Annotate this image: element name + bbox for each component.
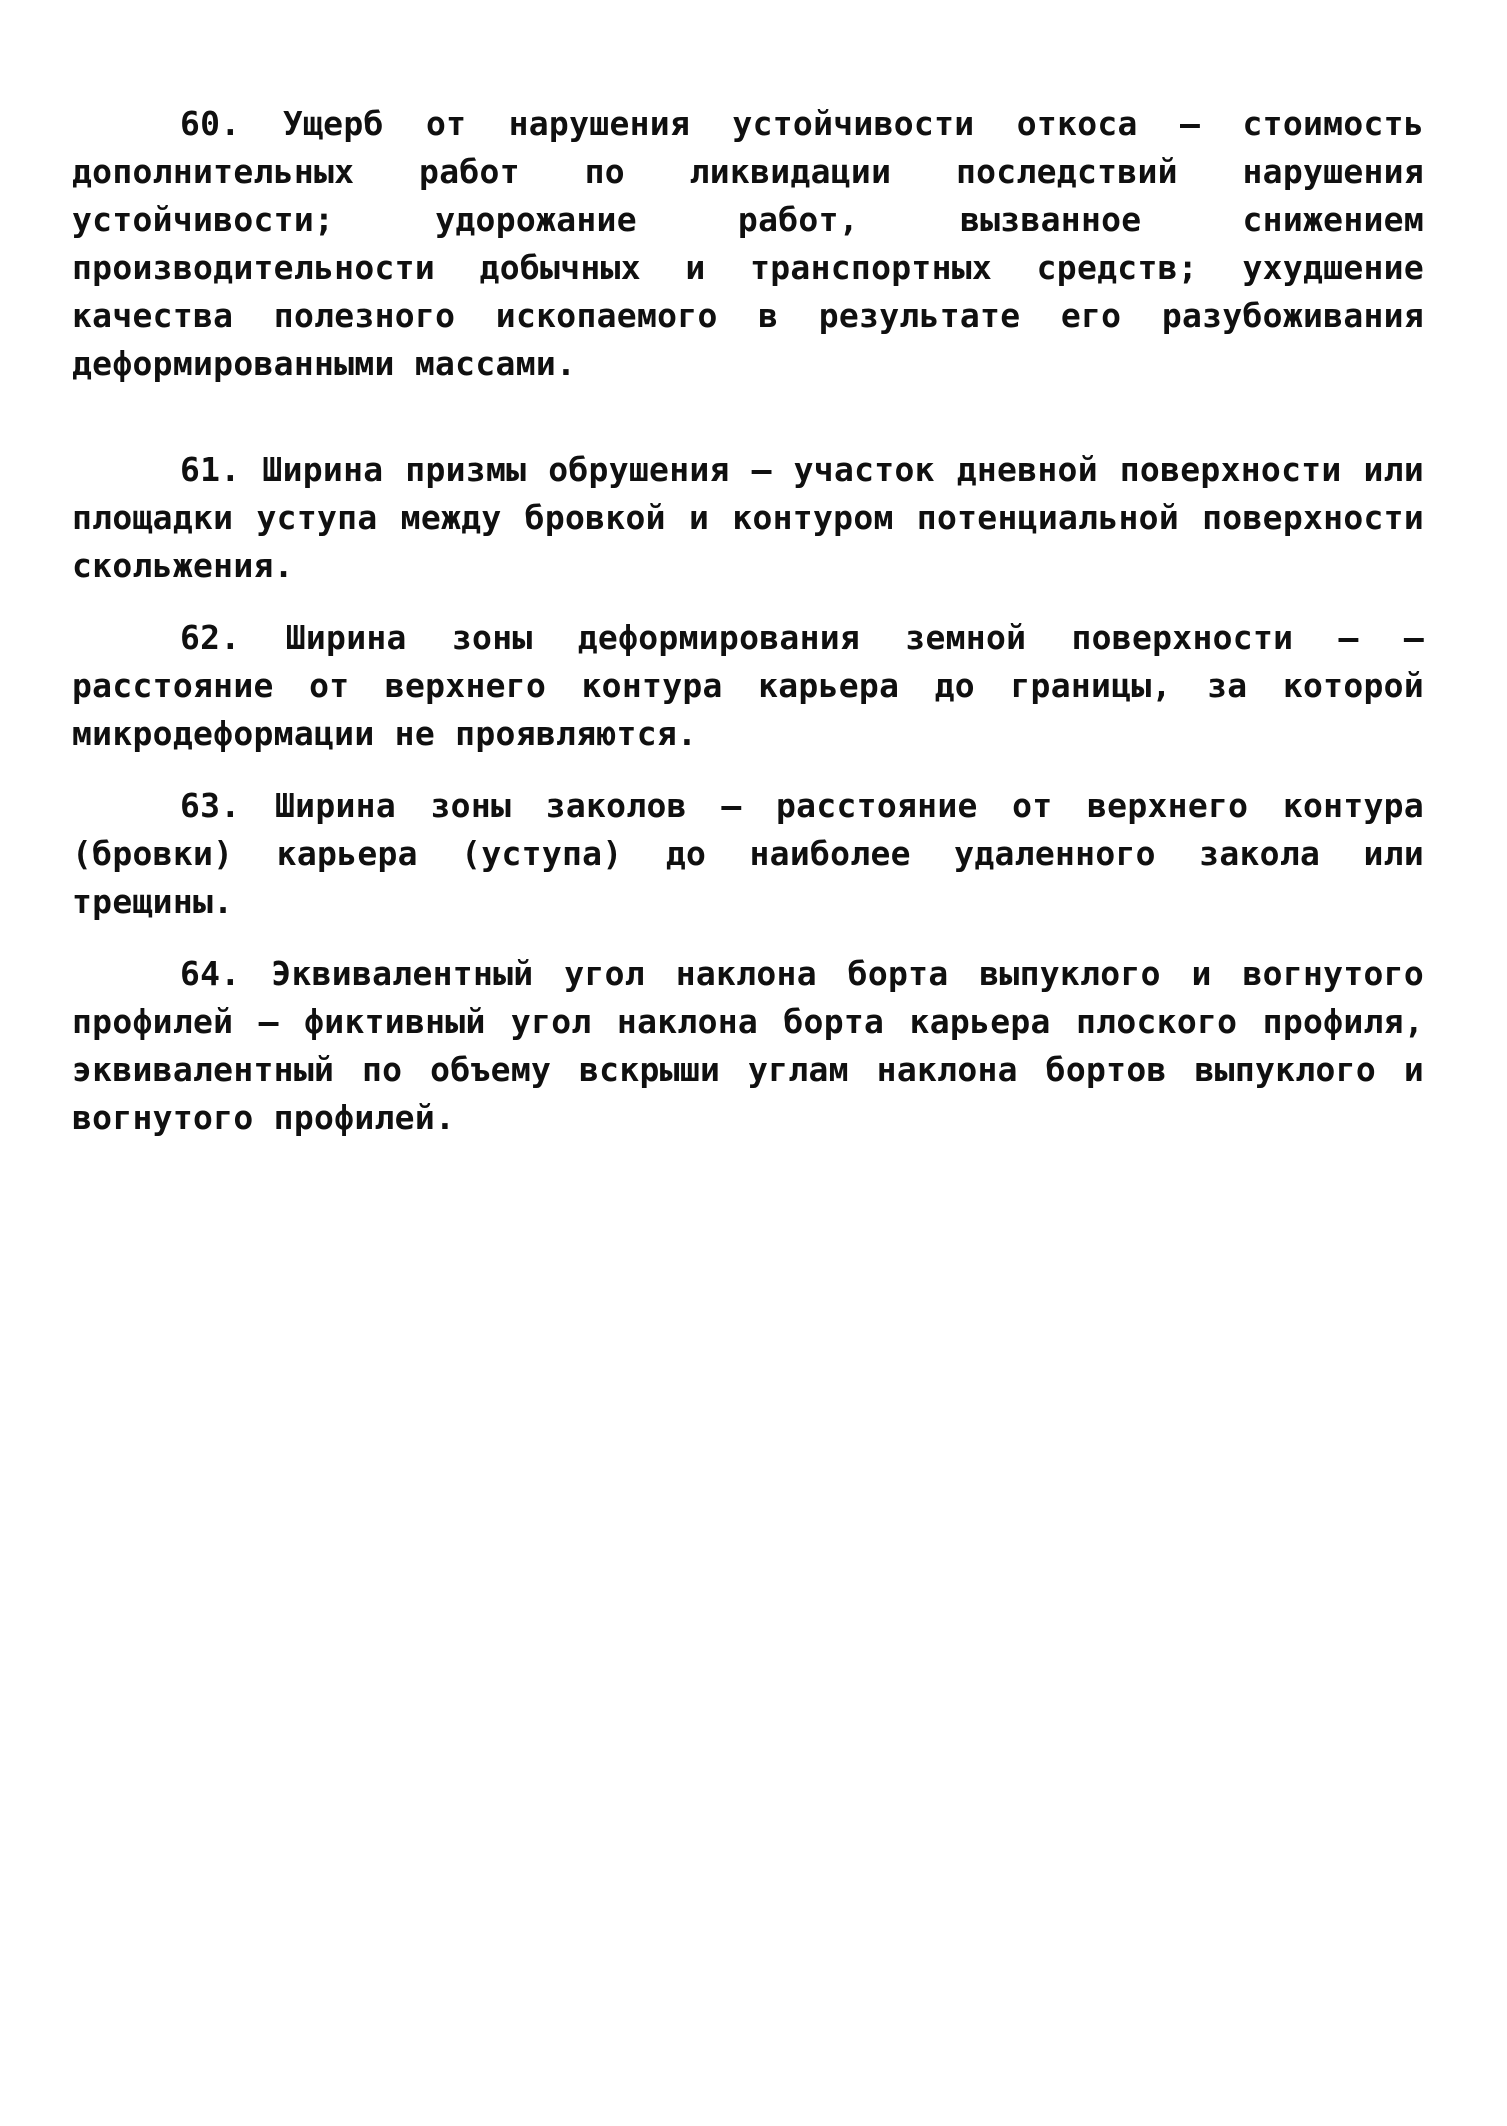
document-body: [72, 100, 1424, 1142]
paragraph-61: [72, 446, 1424, 590]
paragraph-number: 62.: [180, 618, 241, 657]
paragraph-text: Ущерб от нарушения устойчивости откоса – стоимость дополнительных работ по ликвидации последствий нарушения устойчивости; удорожание работ, вызванное снижением производительности добычных и транспортных средств; ухудшение качества полезного ископаемого в результате его разубоживания деформированными массами.: [72, 104, 1425, 383]
paragraph-number: 60.: [180, 104, 241, 143]
paragraph-64: [72, 950, 1424, 1142]
paragraph-60: [72, 100, 1424, 388]
paragraph-text: Эквивалентный угол наклона борта выпуклого и вогнутого профилей – фиктивный угол наклона борта карьера плоского профиля, эквивалентный по объему вскрыши углам наклона бортов выпуклого и вогнутого профилей.: [72, 954, 1424, 1137]
paragraph-text: Ширина зоны заколов – расстояние от верхнего контура (бровки) карьера (уступа) до наиболее удаленного закола или трещины.: [72, 786, 1425, 921]
paragraph-text: Ширина призмы обрушения – участок дневной поверхности или площадки уступа между бровкой и контуром потенциальной поверхности скольжения.: [72, 450, 1424, 585]
paragraph-63: [72, 782, 1424, 926]
paragraph-number: 64.: [180, 954, 241, 993]
paragraph-number: 61.: [180, 450, 241, 489]
paragraph-62: [72, 614, 1424, 758]
paragraph-number: 63.: [180, 786, 241, 825]
paragraph-text: Ширина зоны деформирования земной поверхности – – расстояние от верхнего контура карьера до границы, за которой микродеформации не проявляются.: [72, 618, 1424, 753]
